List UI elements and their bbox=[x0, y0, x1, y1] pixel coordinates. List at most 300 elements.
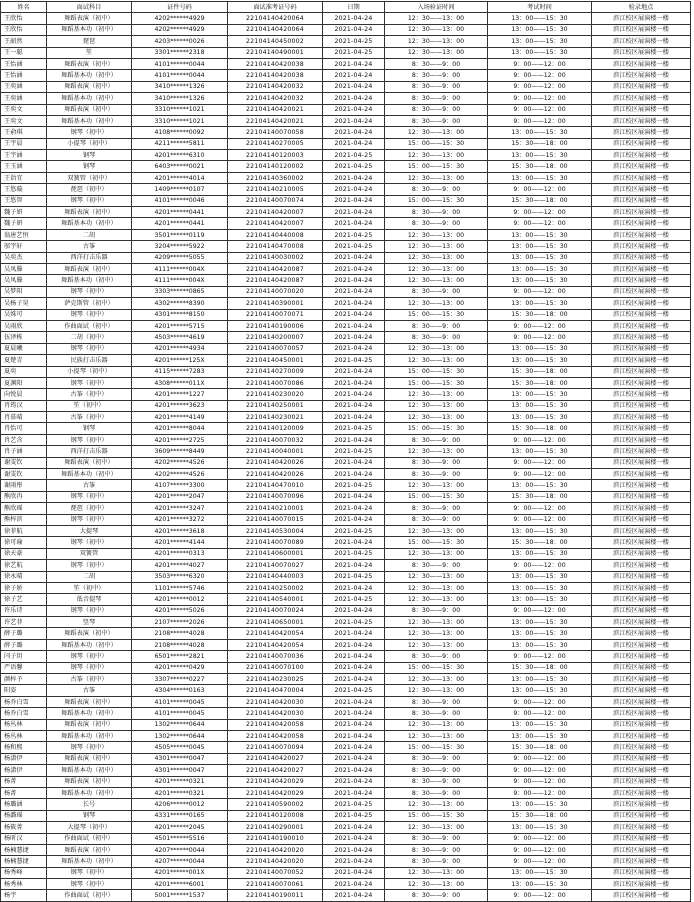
exam-time-cell: 9：00——12：00 bbox=[488, 457, 592, 468]
admission-number-cell: 22104140420020 bbox=[228, 856, 323, 867]
admission-number-cell: 22104140070096 bbox=[228, 491, 323, 502]
date-cell: 2021-04-24 bbox=[323, 24, 385, 35]
check-in-time-cell: 8：30——9：00 bbox=[385, 503, 488, 514]
check-in-time-cell: 8：30——9：00 bbox=[385, 218, 488, 229]
subject-cell: 西洋打击乐器 bbox=[47, 252, 132, 263]
location-cell: 滨江校区展演楼一楼 bbox=[592, 674, 691, 685]
id-number-cell: 4201******4149 bbox=[132, 412, 228, 423]
check-in-time-cell: 12：30——13：00 bbox=[385, 446, 488, 457]
id-number-cell: 4207******0044 bbox=[132, 856, 228, 867]
name-cell: 许艺菲 bbox=[1, 617, 47, 628]
table-row bbox=[1, 457, 691, 468]
name-cell: 谢雯钦 bbox=[1, 457, 47, 468]
name-cell: 王玉涵 bbox=[1, 161, 47, 172]
date-cell: 2021-04-24 bbox=[323, 582, 385, 593]
id-number-cell: 3503******6320 bbox=[132, 571, 228, 582]
exam-time-cell: 9：00——12：00 bbox=[488, 332, 592, 343]
date-cell: 2021-04-24 bbox=[323, 377, 385, 388]
name-cell: 吴凤滕 bbox=[1, 275, 47, 286]
id-number-cell: 4202******4526 bbox=[132, 469, 228, 480]
table-row bbox=[1, 24, 691, 35]
location-cell: 滨江校区展演楼一楼 bbox=[592, 115, 691, 126]
exam-time-cell: 13：00——15：30 bbox=[488, 719, 592, 730]
location-cell: 滨江校区展演楼一楼 bbox=[592, 605, 691, 616]
id-number-cell: 4201******4934 bbox=[132, 343, 228, 354]
subject-cell: 古筝（初中） bbox=[47, 674, 132, 685]
date-cell: 2021-04-24 bbox=[323, 605, 385, 616]
check-in-time-cell: 12：30——13：00 bbox=[385, 24, 488, 35]
check-in-time-cell: 8：30——9：00 bbox=[385, 81, 488, 92]
id-number-cell: 4201******4027 bbox=[132, 560, 228, 571]
exam-time-cell: 9：00——12：00 bbox=[488, 115, 592, 126]
location-cell: 滨江校区展演楼一楼 bbox=[592, 594, 691, 605]
admission-number-cell: 22104140070086 bbox=[228, 377, 323, 388]
date-cell: 2021-04-25 bbox=[323, 161, 385, 172]
check-in-time-cell: 12：30——13：00 bbox=[385, 799, 488, 810]
id-number-cell: 1302******0644 bbox=[132, 731, 228, 742]
name-cell: 杨楠慧捷 bbox=[1, 856, 47, 867]
header-exam-time: 考试时间 bbox=[488, 2, 592, 13]
check-in-time-cell: 8：30——9：00 bbox=[385, 890, 488, 901]
date-cell: 2021-04-24 bbox=[323, 457, 385, 468]
subject-cell: 古筝（初中） bbox=[47, 389, 132, 400]
table-row bbox=[1, 765, 691, 776]
admission-number-cell: 22104140420038 bbox=[228, 58, 323, 69]
admission-number-cell: 22104140490001 bbox=[228, 47, 323, 58]
location-cell: 滨江校区展演楼一楼 bbox=[592, 184, 691, 195]
table-row bbox=[1, 412, 691, 423]
table-row bbox=[1, 617, 691, 628]
table-row bbox=[1, 525, 691, 536]
name-cell: 徐可瑜 bbox=[1, 537, 47, 548]
subject-cell: 钢琴（初中） bbox=[47, 879, 132, 890]
admission-number-cell: 22104140070032 bbox=[228, 434, 323, 445]
id-number-cell: 3303******0865 bbox=[132, 286, 228, 297]
date-cell: 2021-04-24 bbox=[323, 81, 385, 92]
location-cell: 滨江校区展演楼一楼 bbox=[592, 286, 691, 297]
table-row bbox=[1, 879, 691, 890]
id-number-cell: 4201******0321 bbox=[132, 776, 228, 787]
id-number-cell: 4301******8150 bbox=[132, 309, 228, 320]
subject-cell: 舞蹈表演（初中） bbox=[47, 104, 132, 115]
location-cell: 滨江校区展演楼一楼 bbox=[592, 263, 691, 274]
exam-time-cell: 9：00——12：00 bbox=[488, 184, 592, 195]
subject-cell: 钢琴（初中） bbox=[47, 127, 132, 138]
subject-cell: 舞蹈表演（初中） bbox=[47, 13, 132, 24]
location-cell: 滨江校区展演楼一楼 bbox=[592, 822, 691, 833]
id-number-cell: 4301******0047 bbox=[132, 765, 228, 776]
table-row bbox=[1, 605, 691, 616]
check-in-time-cell: 12：30——13：00 bbox=[385, 150, 488, 161]
location-cell: 滨江校区展演楼一楼 bbox=[592, 662, 691, 673]
admission-number-cell: 22104140420026 bbox=[228, 457, 323, 468]
date-cell: 2021-04-25 bbox=[323, 810, 385, 821]
table-row bbox=[1, 263, 691, 274]
admission-number-cell: 22104140440003 bbox=[228, 571, 323, 582]
exam-time-cell: 13：00——15：30 bbox=[488, 275, 592, 286]
location-cell: 滨江校区展演楼一楼 bbox=[592, 150, 691, 161]
check-in-time-cell: 15：00——15：30 bbox=[385, 662, 488, 673]
table-row bbox=[1, 150, 691, 161]
check-in-time-cell: 15：00——15：30 bbox=[385, 195, 488, 206]
name-cell: 熊梓滨 bbox=[1, 514, 47, 525]
exam-time-cell: 15：30——18：00 bbox=[488, 537, 592, 548]
admission-number-cell: 22104140070057 bbox=[228, 343, 323, 354]
check-in-time-cell: 8：30——9：00 bbox=[385, 708, 488, 719]
admission-number-cell: 22104140070074 bbox=[228, 195, 323, 206]
exam-time-cell: 13：00——15：30 bbox=[488, 525, 592, 536]
subject-cell: 钢琴（初中） bbox=[47, 491, 132, 502]
exam-time-cell: 13：00——15：30 bbox=[488, 685, 592, 696]
admission-number-cell: 22104140290001 bbox=[228, 822, 323, 833]
date-cell: 2021-04-24 bbox=[323, 503, 385, 514]
date-cell: 2021-04-24 bbox=[323, 674, 385, 685]
location-cell: 滨江校区展演楼一楼 bbox=[592, 685, 691, 696]
exam-time-cell: 9：00——12：00 bbox=[488, 503, 592, 514]
check-in-time-cell: 12：30——13：00 bbox=[385, 480, 488, 491]
check-in-time-cell: 8：30——9：00 bbox=[385, 844, 488, 855]
name-cell: 夏奕 bbox=[1, 366, 47, 377]
exam-time-cell: 15：30——18：00 bbox=[488, 195, 592, 206]
table-row bbox=[1, 844, 691, 855]
name-cell: 薛子璐 bbox=[1, 639, 47, 650]
exam-time-cell: 9：00——12：00 bbox=[488, 708, 592, 719]
admission-number-cell: 22104140530004 bbox=[228, 525, 323, 536]
table-row bbox=[1, 81, 691, 92]
subject-cell: 钢琴（初中） bbox=[47, 605, 132, 616]
subject-cell: 舞蹈基本功（初中） bbox=[47, 24, 132, 35]
table-row bbox=[1, 320, 691, 331]
name-cell: 夏晨曦 bbox=[1, 343, 47, 354]
header-row bbox=[1, 2, 691, 13]
check-in-time-cell: 15：00——15：30 bbox=[385, 366, 488, 377]
check-in-time-cell: 8：30——9：00 bbox=[385, 765, 488, 776]
location-cell: 滨江校区展演楼一楼 bbox=[592, 275, 691, 286]
subject-cell: 舞蹈基本功（初中） bbox=[47, 115, 132, 126]
table-row bbox=[1, 13, 691, 24]
subject-cell: 舞蹈表演（初中） bbox=[47, 207, 132, 218]
check-in-time-cell: 12：30——13：00 bbox=[385, 822, 488, 833]
location-cell: 滨江校区展演楼一楼 bbox=[592, 229, 691, 240]
header-subject: 面试科目 bbox=[47, 2, 132, 13]
admission-number-cell: 22104140420007 bbox=[228, 218, 323, 229]
check-in-time-cell: 8：30——9：00 bbox=[385, 434, 488, 445]
admission-number-cell: 22104140420027 bbox=[228, 765, 323, 776]
check-in-time-cell: 12：30——13：00 bbox=[385, 263, 488, 274]
exam-time-cell: 15：30——18：00 bbox=[488, 423, 592, 434]
name-cell: 王奕涵 bbox=[1, 81, 47, 92]
check-in-time-cell: 12：30——13：00 bbox=[385, 525, 488, 536]
name-cell: 徐艺航 bbox=[1, 560, 47, 571]
exam-time-cell: 9：00——12：00 bbox=[488, 469, 592, 480]
name-cell: 王悠璇 bbox=[1, 184, 47, 195]
date-cell: 2021-04-24 bbox=[323, 491, 385, 502]
date-cell: 2021-04-24 bbox=[323, 366, 385, 377]
exam-time-cell: 13：00——15：30 bbox=[488, 879, 592, 890]
name-cell: 魏子妍 bbox=[1, 207, 47, 218]
check-in-time-cell: 12：30——13：00 bbox=[385, 548, 488, 559]
admission-number-cell: 22104140360002 bbox=[228, 172, 323, 183]
name-cell: 魏子妍 bbox=[1, 218, 47, 229]
name-cell: 王宇晨 bbox=[1, 138, 47, 149]
date-cell: 2021-04-24 bbox=[323, 70, 385, 81]
check-in-time-cell: 12：30——13：00 bbox=[385, 867, 488, 878]
id-number-cell: 4503******4619 bbox=[132, 332, 228, 343]
id-number-cell: 4501******5516 bbox=[132, 833, 228, 844]
id-number-cell: 4111******004X bbox=[132, 275, 228, 286]
header-id-number: 证件号码 bbox=[132, 2, 228, 13]
id-number-cell: 4201******3272 bbox=[132, 514, 228, 525]
name-cell: 杨昕汉 bbox=[1, 833, 47, 844]
table-row bbox=[1, 47, 691, 58]
table-row bbox=[1, 639, 691, 650]
location-cell: 滨江校区展演楼一楼 bbox=[592, 753, 691, 764]
location-cell: 滨江校区展演楼一楼 bbox=[592, 731, 691, 742]
check-in-time-cell: 8：30——9：00 bbox=[385, 787, 488, 798]
date-cell: 2021-04-24 bbox=[323, 298, 385, 309]
id-number-cell: 4107******3300 bbox=[132, 480, 228, 491]
subject-cell: 双簧管（初中） bbox=[47, 172, 132, 183]
name-cell: 杨菁 bbox=[1, 787, 47, 798]
name-cell: 吴姝可 bbox=[1, 309, 47, 320]
admission-number-cell: 22104140420029 bbox=[228, 776, 323, 787]
name-cell: 向悦晨 bbox=[1, 389, 47, 400]
admission-number-cell: 22104140070015 bbox=[228, 514, 323, 525]
check-in-time-cell: 12：30——13：00 bbox=[385, 571, 488, 582]
subject-cell: 钢琴（初中） bbox=[47, 662, 132, 673]
table-row bbox=[1, 571, 691, 582]
subject-cell: 舞蹈基本功（初中） bbox=[47, 708, 132, 719]
id-number-cell: 4201******3618 bbox=[132, 525, 228, 536]
admission-number-cell: 22104140420021 bbox=[228, 115, 323, 126]
table-row bbox=[1, 582, 691, 593]
admission-number-cell: 22104140420026 bbox=[228, 469, 323, 480]
exam-time-cell: 13：00——15：30 bbox=[488, 263, 592, 274]
name-cell: 肖子涵 bbox=[1, 446, 47, 457]
header-admission-number: 面试准考证号码 bbox=[228, 2, 323, 13]
name-cell: 吴杨子昊 bbox=[1, 298, 47, 309]
id-number-cell: 4201******125X bbox=[132, 355, 228, 366]
exam-time-cell: 9：00——12：00 bbox=[488, 514, 592, 525]
id-number-cell: 4201******5026 bbox=[132, 605, 228, 616]
subject-cell: 钢琴 bbox=[47, 161, 132, 172]
id-number-cell: 4201******0313 bbox=[132, 548, 228, 559]
subject-cell: 钢琴（初中） bbox=[47, 742, 132, 753]
exam-time-cell: 9：00——12：00 bbox=[488, 207, 592, 218]
exam-time-cell: 9：00——12：00 bbox=[488, 286, 592, 297]
exam-time-cell: 13：00——15：30 bbox=[488, 799, 592, 810]
subject-cell: 钢琴 bbox=[47, 810, 132, 821]
subject-cell: 钢琴（初中） bbox=[47, 651, 132, 662]
check-in-time-cell: 12：30——13：00 bbox=[385, 343, 488, 354]
check-in-time-cell: 8：30——9：00 bbox=[385, 457, 488, 468]
exam-time-cell: 9：00——12：00 bbox=[488, 651, 592, 662]
location-cell: 滨江校区展演楼一楼 bbox=[592, 446, 691, 457]
exam-time-cell: 13：00——15：30 bbox=[488, 298, 592, 309]
name-cell: 王诣宜 bbox=[1, 172, 47, 183]
exam-time-cell: 13：00——15：30 bbox=[488, 229, 592, 240]
id-number-cell: 4101******0044 bbox=[132, 58, 228, 69]
admission-number-cell: 22104140120009 bbox=[228, 423, 323, 434]
exam-time-cell: 9：00——12：00 bbox=[488, 605, 592, 616]
table-row bbox=[1, 856, 691, 867]
table-row bbox=[1, 389, 691, 400]
check-in-time-cell: 12：30——13：00 bbox=[385, 400, 488, 411]
admission-number-cell: 22104140470010 bbox=[228, 480, 323, 491]
date-cell: 2021-04-25 bbox=[323, 423, 385, 434]
date-cell: 2021-04-24 bbox=[323, 195, 385, 206]
check-in-time-cell: 8：30——9：00 bbox=[385, 115, 488, 126]
admission-number-cell: 22104140250001 bbox=[228, 400, 323, 411]
location-cell: 滨江校区展演楼一楼 bbox=[592, 24, 691, 35]
admission-number-cell: 22104140070100 bbox=[228, 662, 323, 673]
name-cell: 杨秀林 bbox=[1, 879, 47, 890]
exam-time-cell: 13：00——15：30 bbox=[488, 628, 592, 639]
table-row bbox=[1, 104, 691, 115]
name-cell: 吴梦阳 bbox=[1, 286, 47, 297]
table-row bbox=[1, 708, 691, 719]
admission-number-cell: 22104140420007 bbox=[228, 207, 323, 218]
table-row bbox=[1, 286, 691, 297]
location-cell: 滨江校区展演楼一楼 bbox=[592, 13, 691, 24]
date-cell: 2021-04-24 bbox=[323, 218, 385, 229]
table-row bbox=[1, 537, 691, 548]
name-cell: 杨筱菁 bbox=[1, 822, 47, 833]
location-cell: 滨江校区展演楼一楼 bbox=[592, 320, 691, 331]
table-row bbox=[1, 172, 691, 183]
date-cell: 2021-04-24 bbox=[323, 514, 385, 525]
check-in-time-cell: 15：00——15：30 bbox=[385, 161, 488, 172]
id-number-cell: 4201******5715 bbox=[132, 320, 228, 331]
subject-cell: 琵琶（初中） bbox=[47, 184, 132, 195]
check-in-time-cell: 12：30——13：00 bbox=[385, 47, 488, 58]
date-cell: 2021-04-25 bbox=[323, 36, 385, 47]
id-number-cell: 4101******0045 bbox=[132, 696, 228, 707]
date-cell: 2021-04-24 bbox=[323, 662, 385, 673]
admission-number-cell: 22104140540001 bbox=[228, 594, 323, 605]
name-cell: 熊欣瑶 bbox=[1, 503, 47, 514]
subject-cell: 作曲面试（初中） bbox=[47, 833, 132, 844]
date-cell: 2021-04-24 bbox=[323, 833, 385, 844]
check-in-time-cell: 12：30——13：00 bbox=[385, 13, 488, 24]
table-row bbox=[1, 491, 691, 502]
table-row bbox=[1, 93, 691, 104]
exam-schedule-table bbox=[0, 1, 691, 902]
subject-cell: 民族打击乐器 bbox=[47, 355, 132, 366]
date-cell: 2021-04-25 bbox=[323, 799, 385, 810]
id-number-cell: 4201******3247 bbox=[132, 503, 228, 514]
table-row bbox=[1, 514, 691, 525]
exam-time-cell: 13：00——15：30 bbox=[488, 36, 592, 47]
id-number-cell: 4115******7283 bbox=[132, 366, 228, 377]
name-cell: 肖慕晴 bbox=[1, 412, 47, 423]
admission-number-cell: 22104140390001 bbox=[228, 298, 323, 309]
location-cell: 滨江校区展演楼一楼 bbox=[592, 844, 691, 855]
id-number-cell: 4203******0026 bbox=[132, 36, 228, 47]
date-cell: 2021-04-24 bbox=[323, 742, 385, 753]
location-cell: 滨江校区展演楼一楼 bbox=[592, 719, 691, 730]
table-row bbox=[1, 548, 691, 559]
check-in-time-cell: 8：30——9：00 bbox=[385, 856, 488, 867]
location-cell: 滨江校区展演楼一楼 bbox=[592, 161, 691, 172]
date-cell: 2021-04-25 bbox=[323, 685, 385, 696]
location-cell: 滨江校区展演楼一楼 bbox=[592, 810, 691, 821]
check-in-time-cell: 12：30——13：00 bbox=[385, 412, 488, 423]
name-cell: 杨潞瑶 bbox=[1, 810, 47, 821]
date-cell: 2021-04-24 bbox=[323, 765, 385, 776]
date-cell: 2021-04-25 bbox=[323, 446, 385, 457]
admission-number-cell: 22104140270005 bbox=[228, 138, 323, 149]
subject-cell: 舞蹈基本功（初中） bbox=[47, 731, 132, 742]
check-in-time-cell: 12：30——13：00 bbox=[385, 241, 488, 252]
date-cell: 2021-04-24 bbox=[323, 856, 385, 867]
exam-time-cell: 15：30——18：00 bbox=[488, 309, 592, 320]
subject-cell: 双簧管 bbox=[47, 548, 132, 559]
location-cell: 滨江校区展演楼一楼 bbox=[592, 742, 691, 753]
table-row bbox=[1, 560, 691, 571]
id-number-cell: 3501******0119 bbox=[132, 229, 228, 240]
date-cell: 2021-04-24 bbox=[323, 537, 385, 548]
exam-time-cell: 9：00——12：00 bbox=[488, 753, 592, 764]
admission-number-cell: 22104140470008 bbox=[228, 241, 323, 252]
location-cell: 滨江校区展演楼一楼 bbox=[592, 856, 691, 867]
id-number-cell: 4302******8390 bbox=[132, 298, 228, 309]
location-cell: 滨江校区展演楼一楼 bbox=[592, 377, 691, 388]
date-cell: 2021-04-24 bbox=[323, 275, 385, 286]
exam-time-cell: 13：00——15：30 bbox=[488, 412, 592, 423]
subject-cell: 西洋打击乐器 bbox=[47, 446, 132, 457]
name-cell: 王怡涵 bbox=[1, 58, 47, 69]
check-in-time-cell: 8：30——9：00 bbox=[385, 514, 488, 525]
exam-time-cell: 9：00——12：00 bbox=[488, 787, 592, 798]
table-row bbox=[1, 776, 691, 787]
table-row bbox=[1, 332, 691, 343]
name-cell: 徐子娇 bbox=[1, 582, 47, 593]
location-cell: 滨江校区展演楼一楼 bbox=[592, 309, 691, 320]
exam-time-cell: 15：30——18：00 bbox=[488, 662, 592, 673]
date-cell: 2021-04-24 bbox=[323, 400, 385, 411]
exam-time-cell: 9：00——12：00 bbox=[488, 434, 592, 445]
exam-time-cell: 15：30——18：00 bbox=[488, 377, 592, 388]
admission-number-cell: 22104140420030 bbox=[228, 696, 323, 707]
table-row bbox=[1, 822, 691, 833]
exam-time-cell: 13：00——15：30 bbox=[488, 13, 592, 24]
check-in-time-cell: 8：30——9：00 bbox=[385, 776, 488, 787]
admission-number-cell: 22104140420027 bbox=[228, 753, 323, 764]
admission-number-cell: 22104140200007 bbox=[228, 332, 323, 343]
name-cell: 杨潇伊 bbox=[1, 753, 47, 764]
admission-number-cell: 22104140210005 bbox=[228, 184, 323, 195]
id-number-cell: 3410******1326 bbox=[132, 93, 228, 104]
location-cell: 滨江校区展演楼一楼 bbox=[592, 434, 691, 445]
table-row bbox=[1, 400, 691, 411]
id-number-cell: 4206******0012 bbox=[132, 799, 228, 810]
id-number-cell: 6403******0021 bbox=[132, 161, 228, 172]
location-cell: 滨江校区展演楼一楼 bbox=[592, 639, 691, 650]
table-row bbox=[1, 719, 691, 730]
table-row bbox=[1, 161, 691, 172]
subject-cell: 古筝（初中） bbox=[47, 412, 132, 423]
check-in-time-cell: 8：30——9：00 bbox=[385, 184, 488, 195]
location-cell: 滨江校区展演楼一楼 bbox=[592, 207, 691, 218]
name-cell: 徐菲航 bbox=[1, 525, 47, 536]
date-cell: 2021-04-24 bbox=[323, 412, 385, 423]
name-cell: 杨璐涵 bbox=[1, 799, 47, 810]
id-number-cell: 4201******0441 bbox=[132, 218, 228, 229]
date-cell: 2021-04-24 bbox=[323, 560, 385, 571]
subject-cell: 钢琴（初中） bbox=[47, 537, 132, 548]
table-row bbox=[1, 298, 691, 309]
